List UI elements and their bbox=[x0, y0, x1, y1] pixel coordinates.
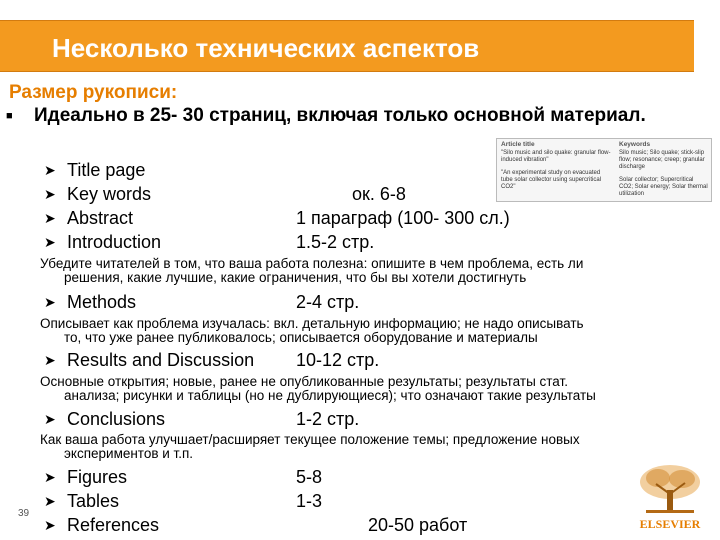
arrow-bullet-icon: ➤ bbox=[44, 411, 56, 427]
inset-left-text-1: "Silo music and silo quake: granular flow-induced vibration" bbox=[501, 150, 611, 163]
item-label: Results and Discussion bbox=[67, 350, 255, 370]
arrow-bullet-icon: ➤ bbox=[44, 162, 56, 178]
item-value: 5-8 bbox=[296, 467, 323, 487]
methods-note bbox=[40, 317, 700, 345]
item-value: 20-50 работ bbox=[368, 515, 468, 535]
conclusions-note bbox=[40, 433, 700, 461]
results-note bbox=[40, 375, 700, 403]
item-value: 1 параграф (100- 300 сл.) bbox=[296, 208, 510, 228]
item-label: Figures bbox=[67, 467, 128, 487]
tree-logo-icon bbox=[630, 462, 710, 518]
note-line-2: анализа; рисунки и таблицы (но не дублирующиеся); что означают такие результаты bbox=[64, 388, 596, 403]
inset-right-text-2: Solar collector; Supercritical CO2; Solar energy; Solar thermal utilization bbox=[619, 177, 708, 197]
item-label: Abstract bbox=[67, 208, 134, 228]
item-value: 10-12 стр. bbox=[296, 350, 380, 370]
note-line-1: Как ваша работа улучшает/расширяет текущее положение темы; предложение новых bbox=[40, 432, 580, 447]
title-bar bbox=[0, 20, 694, 72]
item-label: Methods bbox=[67, 292, 137, 312]
note-line-2: то, что уже ранее публиковалось; описывается оборудование и материалы bbox=[64, 330, 538, 345]
item-label: Key words bbox=[67, 184, 152, 204]
arrow-bullet-icon: ➤ bbox=[44, 352, 56, 368]
item-value: 1-3 bbox=[296, 491, 323, 511]
item-label: Title page bbox=[67, 160, 146, 180]
note-line-1: Основные открытия; новые, ранее не опубликованные результаты; результаты стат. bbox=[40, 374, 568, 389]
note-line-2: экспериментов и т.п. bbox=[64, 446, 194, 461]
main-bullet-text: Идеально в 25- 30 страниц, включая только основной материал. bbox=[34, 105, 646, 126]
logo-text: ELSEVIER bbox=[639, 517, 701, 531]
note-line-1: Описывает как проблема изучалась: вкл. детальную информацию; не надо описывать bbox=[40, 316, 584, 331]
inset-header-left: Article title bbox=[501, 141, 535, 148]
item-value: 2-4 стр. bbox=[296, 292, 360, 312]
arrow-bullet-icon: ➤ bbox=[44, 186, 56, 202]
item-label: Introduction bbox=[67, 232, 162, 252]
introduction-note bbox=[40, 257, 700, 285]
inset-right-text-1: Silo music; Silo quake; stick-slip flow; resonance; creep; granular discharge bbox=[619, 150, 705, 170]
subtitle: Размер рукописи: bbox=[9, 82, 178, 103]
arrow-bullet-icon: ➤ bbox=[44, 234, 56, 250]
slide-title: Несколько технических аспектов bbox=[52, 33, 480, 63]
inset-left-text-2: "An experimental study on evacuated tube solar collector using supercritical CO2" bbox=[501, 170, 602, 190]
item-label: Tables bbox=[67, 491, 120, 511]
note-line-2: решения, какие лучшие, какие ограничения, что бы вы хотели достигнуть bbox=[64, 270, 527, 285]
arrow-bullet-icon: ➤ bbox=[44, 294, 56, 310]
note-line-1: Убедите читателей в том, что ваша работа полезна: опишите в чем проблема, есть ли bbox=[40, 256, 584, 271]
inset-left-column bbox=[501, 141, 611, 191]
elsevier-logo bbox=[630, 462, 710, 532]
item-label: Conclusions bbox=[67, 409, 166, 429]
item-value: ок. 6-8 bbox=[352, 184, 406, 204]
square-bullet-icon: ■ bbox=[6, 110, 13, 122]
arrow-bullet-icon: ➤ bbox=[44, 210, 56, 226]
inset-header-right: Keywords bbox=[619, 141, 651, 148]
item-value: 1-2 стр. bbox=[296, 409, 360, 429]
item-label: References bbox=[67, 515, 160, 535]
item-value: 1.5-2 стр. bbox=[296, 232, 375, 252]
keywords-example-inset bbox=[496, 138, 712, 202]
arrow-bullet-icon: ➤ bbox=[44, 493, 56, 509]
inset-right-column bbox=[619, 141, 709, 198]
arrow-bullet-icon: ➤ bbox=[44, 517, 56, 533]
arrow-bullet-icon: ➤ bbox=[44, 469, 56, 485]
page-number: 39 bbox=[18, 508, 30, 519]
